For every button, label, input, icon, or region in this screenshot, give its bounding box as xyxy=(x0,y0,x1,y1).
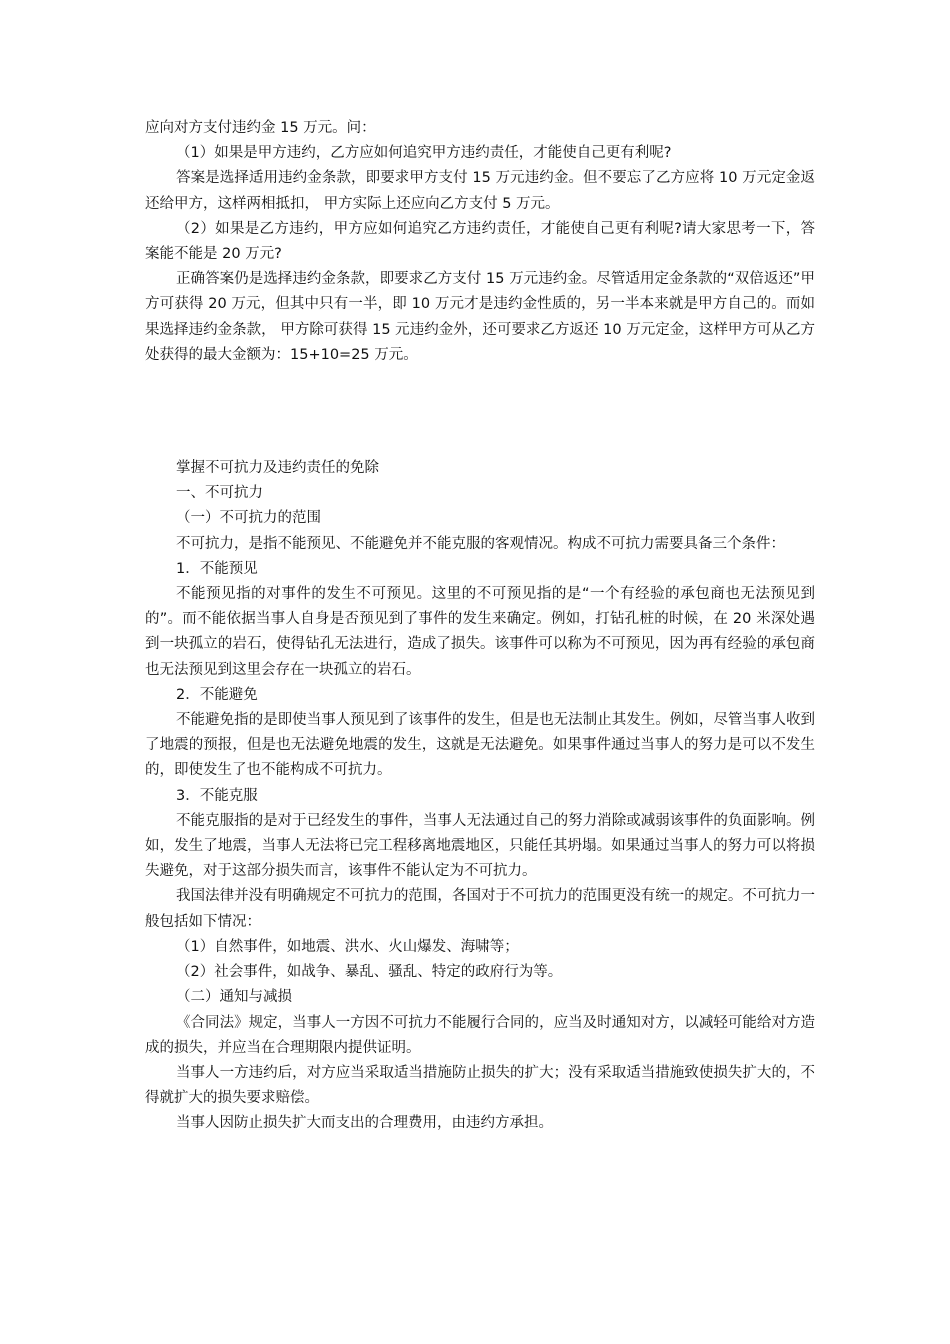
section-force-majeure xyxy=(145,456,815,1136)
section-spacer xyxy=(145,368,815,456)
section-contract-penalty xyxy=(145,116,815,368)
paragraph: 不能避免指的是即使当事人预见到了该事件的发生，但是也无法制止其发生。例如，尽管当事人收到了地震的预报，但是也无法避免地震的发生，这就是无法避免。如果事件通过当事人的努力是可以不发生的，即使发生了也不能构成不可抗力。 xyxy=(145,712,815,779)
paragraph: 我国法律并没有明确规定不可抗力的范围，各国对于不可抗力的范围更没有统一的规定。不可抗力一般包括如下情况： xyxy=(145,888,815,930)
list-heading: 2．不能避免 xyxy=(176,686,258,703)
paragraph: 答案是选择适用违约金条款，即要求甲方支付 15 万元违约金。但不要忘了乙方应将 10 万元定金返还给甲方，这样两相抵扣， 甲方实际上还应向乙方支付 5 万元。 xyxy=(145,170,815,212)
list-item: （1）自然事件，如地震、洪水、火山爆发、海啸等； xyxy=(176,938,519,955)
subheading: 一、不可抗力 xyxy=(176,485,263,502)
list-heading: 1．不能预见 xyxy=(176,560,258,577)
paragraph: 正确答案仍是选择违约金条款，即要求乙方支付 15 万元违约金。尽管适用定金条款的“双倍返还”甲方可获得 20 万元，但其中只有一半，即 10 万元才是违约金性质的，另一半本来就是甲方自己的。而如果选择违约金条款， 甲方除可获得 15 元违约金外，还可要求乙方返还 10 万元定金，这样甲方可从乙方处获得的最大金额为：15+10=25 万元。 xyxy=(145,271,815,363)
subheading: （一）不可抗力的范围 xyxy=(176,510,321,527)
list-heading: 3．不能克服 xyxy=(176,787,258,804)
paragraph: （2）如果是乙方违约，甲方应如何追究乙方违约责任，才能使自己更有利呢?请大家思考一下，答案能不能是 20 万元? xyxy=(145,220,815,263)
section-heading: 掌握不可抗力及违约责任的免除 xyxy=(176,460,379,477)
paragraph: 当事人因防止损失扩大而支出的合理费用，由违约方承担。 xyxy=(176,1115,553,1132)
subheading: （二）通知与减损 xyxy=(176,989,292,1006)
paragraph: 不能预见指的对事件的发生不可预见。这里的不可预见指的是“一个有经验的承包商也无法预见到的”。而不能依据当事人自身是否预见到了事件的发生来确定。例如，打钻孔桩的时候，在 20 米深处遇到一块孤立的岩石，使得钻孔无法进行，造成了损失。该事件可以称为不可预见，因为再有经验的承包商也无法预见到这里会存在一块孤立的岩石。 xyxy=(145,586,815,678)
paragraph: （1）如果是甲方违约，乙方应如何追究甲方违约责任，才能使自己更有利呢? xyxy=(176,145,672,162)
list-item: （2）社会事件，如战争、暴乱、骚乱、特定的政府行为等。 xyxy=(176,964,563,981)
paragraph: 《合同法》规定，当事人一方因不可抗力不能履行合同的，应当及时通知对方，以减轻可能给对方造成的损失，并应当在合理期限内提供证明。 xyxy=(145,1014,815,1056)
paragraph: 不能克服指的是对于已经发生的事件，当事人无法通过自己的努力消除或减弱该事件的负面影响。例如，发生了地震，当事人无法将已完工程移离地震地区，只能任其坍塌。如果通过当事人的努力可以将损失避免，对于这部分损失而言，该事件不能认定为不可抗力。 xyxy=(145,812,815,880)
paragraph: 不可抗力，是指不能预见、不能避免并不能克服的客观情况。构成不可抗力需要具备三个条件： xyxy=(176,535,785,552)
document-page xyxy=(145,116,815,1137)
paragraph: 当事人一方违约后，对方应当采取适当措施防止损失的扩大；没有采取适当措施致使损失扩大的，不得就扩大的损失要求赔偿。 xyxy=(145,1064,815,1107)
paragraph: 应向对方支付违约金 15 万元。问： xyxy=(145,120,376,136)
